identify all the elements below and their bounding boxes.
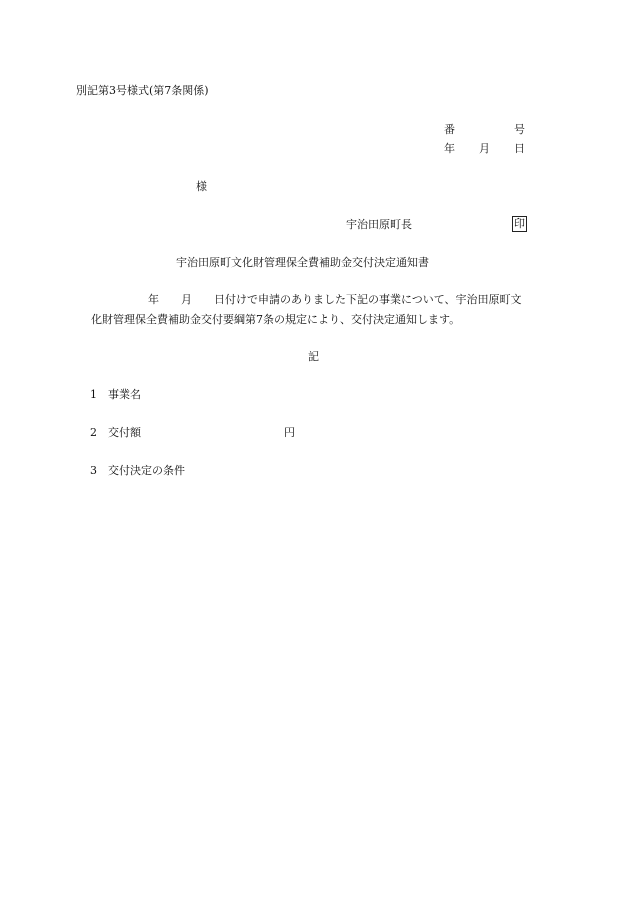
- item-project-name: [90, 388, 141, 402]
- item-grant-amount: [90, 426, 141, 440]
- item-number: 2: [90, 426, 97, 439]
- item-grant-unit: 円: [284, 426, 295, 439]
- document-number-label: 番: [444, 123, 455, 136]
- item-number: 1: [90, 388, 97, 401]
- date-day-label: 日: [514, 142, 525, 155]
- body-line1-text: 日付けで申請のありました下記の事業について、宇治田原町文: [214, 293, 522, 306]
- item-label: 事業名: [108, 388, 141, 401]
- date-month-label: 月: [479, 142, 490, 155]
- recipient-honorific: 様: [196, 180, 207, 193]
- item-label: 交付決定の条件: [108, 464, 185, 477]
- document-title: 宇治田原町文化財管理保全費補助金交付決定通知書: [176, 256, 429, 269]
- body-line-1: [148, 293, 522, 307]
- issuer-name: 宇治田原町長: [346, 218, 412, 231]
- item-label: 交付額: [108, 426, 141, 439]
- body-line-2: 化財管理保全費補助金交付要綱第7条の規定により、交付決定通知します。: [91, 313, 461, 326]
- body-year: 年: [148, 293, 159, 306]
- form-reference: 別記第3号様式(第7条関係): [76, 84, 209, 97]
- ki-heading: 記: [308, 350, 319, 363]
- seal-mark: 印: [514, 217, 525, 230]
- date-year-label: 年: [444, 142, 455, 155]
- item-conditions: [90, 464, 185, 478]
- document-number-suffix: 号: [514, 123, 525, 136]
- body-month: 月: [181, 293, 192, 306]
- item-number: 3: [90, 464, 97, 477]
